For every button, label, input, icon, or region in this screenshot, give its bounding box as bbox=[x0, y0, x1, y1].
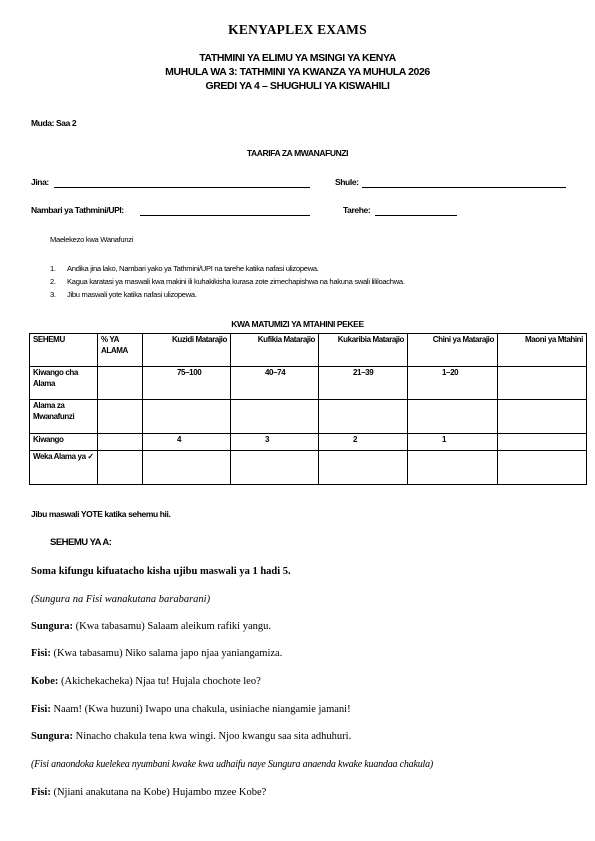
table-cell[interactable] bbox=[408, 451, 498, 485]
table-header: % YA ALAMA bbox=[98, 334, 143, 367]
table-cell bbox=[498, 434, 587, 451]
header-line-1: TATHMINI YA ELIMU YA MSINGI YA KENYA bbox=[199, 52, 396, 64]
speaker: Fisi: bbox=[31, 787, 51, 798]
dialogue-line bbox=[31, 731, 351, 742]
school-label: Shule: bbox=[335, 177, 359, 187]
number-label: Nambari ya Tathmini/UPI: bbox=[31, 205, 124, 215]
speaker: Kobe: bbox=[31, 676, 59, 687]
row-label: Alama za Mwanafunzi bbox=[30, 400, 98, 434]
row-label: Weka Alama ya ✓ bbox=[30, 451, 98, 485]
dialogue-line bbox=[31, 648, 282, 659]
instruction-text: Kagua karatasi ya maswali kwa makini ili kuhakikisha kurasa zote zimechapishwa na hakuna swali lililoachwa. bbox=[67, 277, 405, 286]
dialogue-text: (Kwa tabasamu) Niko salama japo njaa yaniangamiza. bbox=[53, 648, 283, 659]
table-cell[interactable] bbox=[143, 400, 231, 434]
table-cell bbox=[498, 367, 587, 400]
instruction-item bbox=[50, 264, 319, 273]
table-cell bbox=[98, 434, 143, 451]
name-label: Jina: bbox=[31, 177, 49, 187]
table-cell[interactable] bbox=[98, 400, 143, 434]
table-row bbox=[30, 367, 587, 400]
table-cell: 3 bbox=[231, 434, 319, 451]
instruction-item bbox=[50, 277, 405, 286]
table-cell: 40–74 bbox=[231, 367, 319, 400]
table-cell: 75–100 bbox=[143, 367, 231, 400]
instruction-num: 1. bbox=[50, 264, 56, 273]
dialogue-line bbox=[31, 676, 261, 687]
table-cell[interactable] bbox=[143, 451, 231, 485]
school-field[interactable] bbox=[362, 178, 566, 188]
table-cell bbox=[98, 367, 143, 400]
dialogue-text: (Akichekacheka) Njaa tu! Hujala chochote leo? bbox=[61, 676, 261, 687]
table-cell: 21–39 bbox=[319, 367, 408, 400]
table-cell[interactable] bbox=[498, 451, 587, 485]
passage-instruction: Soma kifungu kifuatacho kisha ujibu maswali ya 1 hadi 5. bbox=[31, 566, 291, 577]
dialogue-text: Naam! (Kwa huzuni) Iwapo una chakula, usiniache niangamie jamani! bbox=[53, 704, 351, 715]
table-cell: 1–20 bbox=[408, 367, 498, 400]
name-field[interactable] bbox=[54, 178, 310, 188]
date-field[interactable] bbox=[375, 206, 457, 216]
dialogue-text: Ninacho chakula tena kwa wingi. Njoo kwangu saa sita adhuhuri. bbox=[75, 731, 352, 742]
dialogue-text: (Njiani anakutana na Kobe) Hujambo mzee Kobe? bbox=[53, 787, 267, 798]
speaker: Fisi: bbox=[31, 704, 51, 715]
number-field[interactable] bbox=[140, 206, 310, 216]
table-row bbox=[30, 400, 587, 434]
table-header: Chini ya Matarajio bbox=[408, 334, 498, 367]
dialogue-text: (Kwa tabasamu) Salaam aleikum rafiki yangu. bbox=[75, 621, 271, 632]
instruction-num: 2. bbox=[50, 277, 56, 286]
brand-title: KENYAPLEX EXAMS bbox=[228, 22, 367, 37]
student-info-title: TAARIFA ZA MWANAFUNZI bbox=[246, 148, 349, 158]
table-cell[interactable] bbox=[319, 400, 408, 434]
instruction-text: Jibu maswali yote katika nafasi ulizopewa. bbox=[67, 290, 197, 299]
table-row bbox=[30, 434, 587, 451]
row-label: Kiwango cha Alama bbox=[30, 367, 98, 400]
table-row bbox=[30, 451, 587, 485]
table-cell[interactable] bbox=[98, 451, 143, 485]
stage-direction: (Sungura na Fisi wanakutana barabarani) bbox=[31, 594, 211, 605]
instruction-item bbox=[50, 290, 197, 299]
table-cell: 2 bbox=[319, 434, 408, 451]
table-cell: 1 bbox=[408, 434, 498, 451]
dialogue-line bbox=[31, 621, 271, 632]
table-header: Kukaribia Matarajio bbox=[319, 334, 408, 367]
section-a-title: SEHEMU YA A: bbox=[50, 537, 112, 548]
header-line-2: MUHULA WA 3: TATHMINI YA KWANZA YA MUHULA 2026 bbox=[165, 66, 430, 78]
speaker: Sungura: bbox=[31, 621, 74, 632]
table-header: Maoni ya Mtahini bbox=[498, 334, 587, 367]
table-cell[interactable] bbox=[319, 451, 408, 485]
stage-direction: (Fisi anaondoka kuelekea nyumbani kwake kwa udhaifu naye Sungura anaenda kwake kuandaa chakula) bbox=[31, 759, 434, 770]
table-header: Kufikia Matarajio bbox=[231, 334, 319, 367]
table-cell[interactable] bbox=[408, 400, 498, 434]
dialogue-line bbox=[31, 787, 266, 798]
table-cell: 4 bbox=[143, 434, 231, 451]
speaker: Fisi: bbox=[31, 648, 51, 659]
speaker: Sungura: bbox=[31, 731, 74, 742]
examiner-table-title: KWA MATUMIZI YA MTAHINI PEKEE bbox=[231, 319, 364, 329]
table-cell[interactable] bbox=[231, 451, 319, 485]
duration: Muda: Saa 2 bbox=[31, 118, 77, 128]
answer-all-note: Jibu maswali YOTE katika sehemu hii. bbox=[31, 509, 171, 519]
dialogue-line bbox=[31, 704, 351, 715]
table-header-row bbox=[30, 334, 587, 367]
table-header: SEHEMU bbox=[30, 334, 98, 367]
table-cell[interactable] bbox=[498, 400, 587, 434]
table-cell[interactable] bbox=[231, 400, 319, 434]
date-label: Tarehe: bbox=[343, 205, 371, 215]
header-line-3: GREDI YA 4 – SHUGHULI YA KISWAHILI bbox=[205, 80, 390, 92]
row-label: Kiwango bbox=[30, 434, 98, 451]
instructions-title: Maelekezo kwa Wanafunzi bbox=[50, 235, 134, 244]
instruction-num: 3. bbox=[50, 290, 56, 299]
instruction-text: Andika jina lako, Nambari yako ya Tathmini/UPI na tarehe katika nafasi ulizopewa. bbox=[67, 264, 319, 273]
table-header: Kuzidi Matarajio bbox=[143, 334, 231, 367]
examiner-table bbox=[29, 333, 587, 485]
